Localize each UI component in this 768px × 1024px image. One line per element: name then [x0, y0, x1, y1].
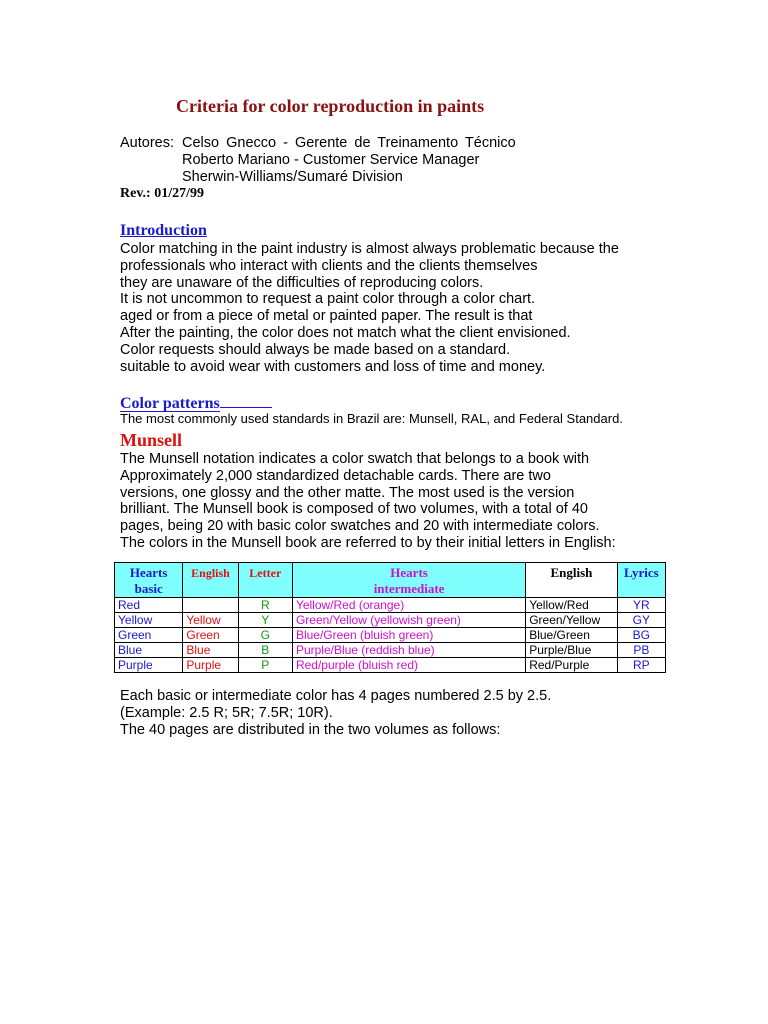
cell-basic: Blue — [115, 643, 183, 658]
table-row — [115, 613, 666, 628]
after-table-line: Each basic or intermediate color has 4 pages numbered 2.5 by 2.5. — [120, 688, 552, 704]
introduction-heading: Introduction — [120, 222, 207, 239]
color-patterns-heading-text: Color patterns — [120, 395, 220, 412]
author-line-1: Celso Gnecco - Gerente de Treinamento Técnico — [182, 135, 516, 151]
cell-english: Green — [183, 628, 238, 643]
header-hearts-basic-line2: basic — [134, 581, 163, 596]
intro-line: professionals who interact with clients and the clients themselves — [120, 257, 538, 274]
header-hearts-basic — [115, 563, 183, 598]
intro-line: aged or from a piece of metal or painted paper. The result is that — [120, 308, 533, 325]
table-row — [115, 598, 666, 613]
cell-lyrics: GY — [617, 613, 665, 628]
munsell-line: The Munsell notation indicates a color swatch that belongs to a book with — [120, 451, 590, 467]
header-english-2: English — [526, 563, 617, 598]
cell-english: Yellow — [183, 613, 238, 628]
munsell-heading: Munsell — [120, 430, 183, 450]
munsell-paragraph — [120, 451, 616, 552]
cell-english: Purple — [183, 658, 238, 673]
cell-intermediate: Blue/Green (bluish green) — [292, 628, 525, 643]
munsell-line: brilliant. The Munsell book is composed of two volumes, with a total of 40 — [120, 501, 588, 518]
intro-line: After the painting, the color does not match what the client envisioned. — [120, 324, 571, 341]
cell-basic: Purple — [115, 658, 183, 673]
table-row — [115, 658, 666, 673]
cell-letter: G — [238, 628, 292, 643]
color-patterns-heading — [120, 392, 272, 413]
cell-intermediate: Yellow/Red (orange) — [292, 598, 525, 613]
table-header-row — [115, 563, 666, 598]
intro-line: Color matching in the paint industry is almost always problematic because the — [120, 241, 619, 257]
cell-lyrics: YR — [617, 598, 665, 613]
cell-lyrics: PB — [617, 643, 665, 658]
header-hearts-basic-line1: Hearts — [129, 565, 168, 580]
cell-english-2: Purple/Blue — [526, 643, 617, 658]
table-row — [115, 628, 666, 643]
munsell-line: versions, one glossy and the other matte. The most used is the version — [120, 484, 575, 501]
author-line-2: Roberto Mariano - Customer Service Manager — [182, 152, 480, 168]
header-hearts-intermediate — [292, 563, 525, 598]
header-lyrics: Lyrics — [617, 563, 665, 598]
cell-lyrics: BG — [617, 628, 665, 643]
cell-letter: B — [238, 643, 292, 658]
cell-lyrics: RP — [617, 658, 665, 673]
munsell-line: The colors in the Munsell book are referred to by their initial letters in English: — [120, 534, 616, 551]
author-line-3: Sherwin-Williams/Sumaré Division — [182, 169, 403, 185]
munsell-color-table — [114, 562, 666, 673]
intro-line: they are unaware of the difficulties of reproducing colors. — [120, 274, 484, 291]
intro-line: Color requests should always be made based on a standard. — [120, 341, 511, 358]
munsell-line: pages, being 20 with basic color swatches and 20 with intermediate colors. — [120, 518, 600, 535]
color-patterns-text: The most commonly used standards in Brazil are: Munsell, RAL, and Federal Standard. — [120, 411, 623, 426]
cell-intermediate: Green/Yellow (yellowish green) — [292, 613, 525, 628]
cell-basic: Red — [115, 598, 183, 613]
heading-underline — [220, 392, 272, 408]
after-table-paragraph — [120, 688, 551, 738]
header-english-1: English — [183, 563, 238, 598]
table-row — [115, 643, 666, 658]
cell-intermediate: Red/purple (bluish red) — [292, 658, 525, 673]
authors-block — [120, 135, 516, 186]
cell-english: Blue — [183, 643, 238, 658]
cell-english-2: Blue/Green — [526, 628, 617, 643]
header-hearts-int-line1: Hearts — [390, 565, 428, 580]
intro-line: suitable to avoid wear with customers and loss of time and money. — [120, 358, 546, 375]
cell-english-2: Red/Purple — [526, 658, 617, 673]
after-table-line: The 40 pages are distributed in the two volumes as follows: — [120, 721, 501, 738]
cell-english-2: Yellow/Red — [526, 598, 617, 613]
document-title: Criteria for color reproduction in paints — [176, 96, 485, 116]
cell-basic: Green — [115, 628, 183, 643]
cell-english — [183, 598, 238, 613]
cell-intermediate: Purple/Blue (reddish blue) — [292, 643, 525, 658]
header-hearts-int-line2: intermediate — [373, 581, 445, 596]
cell-basic: Yellow — [115, 613, 183, 628]
intro-line: It is not uncommon to request a paint color through a color chart. — [120, 291, 536, 308]
cell-letter: R — [238, 598, 292, 613]
munsell-line: Approximately 2,000 standardized detachable cards. There are two — [120, 467, 551, 484]
after-table-line: (Example: 2.5 R; 5R; 7.5R; 10R). — [120, 704, 333, 721]
cell-letter: Y — [238, 613, 292, 628]
cell-letter: P — [238, 658, 292, 673]
introduction-paragraph — [120, 241, 619, 375]
authors-label: Autores: — [120, 135, 174, 151]
revision-date: Rev.: 01/27/99 — [120, 186, 204, 201]
cell-english-2: Green/Yellow — [526, 613, 617, 628]
header-letter: Letter — [238, 563, 292, 598]
